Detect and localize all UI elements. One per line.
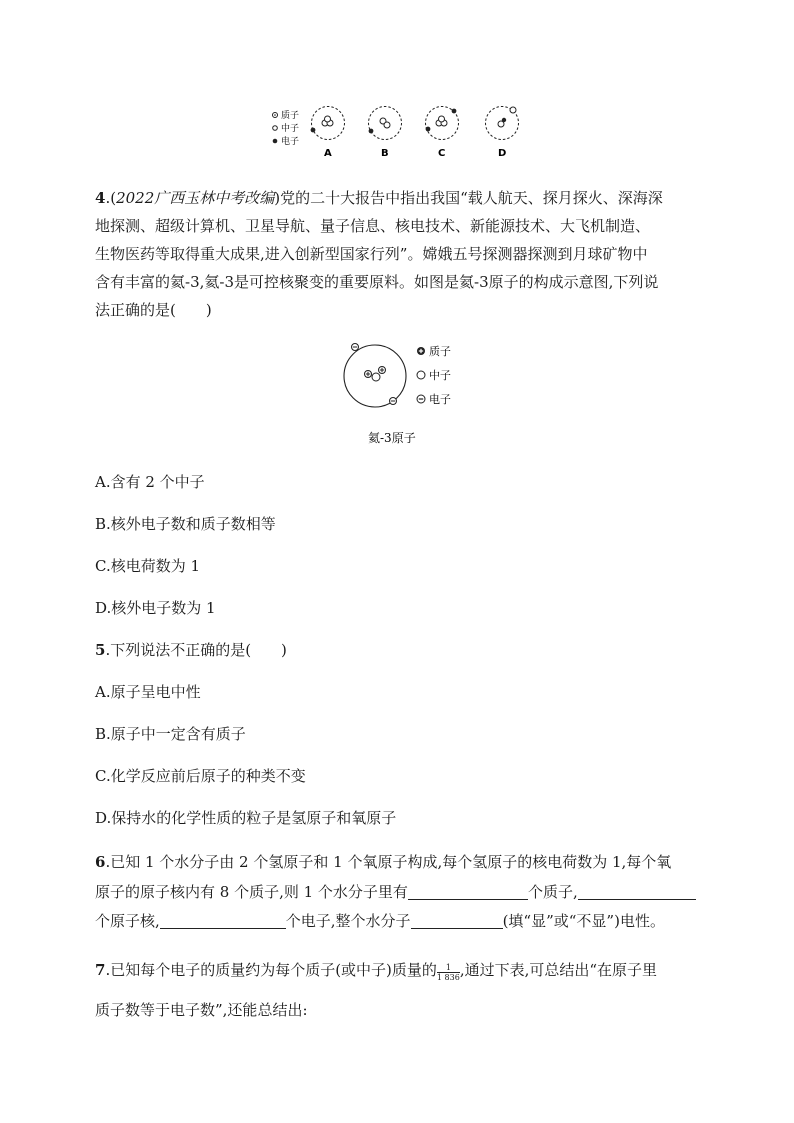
q6-line1 bbox=[95, 852, 671, 872]
q4-line1 bbox=[95, 188, 663, 208]
q5-stem bbox=[95, 640, 287, 660]
q6-line1-text: .已知 1 个水分子由 2 个氢原子和 1 个氧原子构成,每个氢原子的核电荷数为 1,每个氧 bbox=[105, 853, 672, 871]
label-b: B bbox=[381, 148, 389, 159]
nucleus-particle bbox=[384, 122, 390, 128]
q6-blank-nuclei[interactable] bbox=[578, 883, 696, 900]
q4-option-b: B.核外电子数和质子数相等 bbox=[95, 515, 276, 533]
q4-source: 2022广西玉林中考改编 bbox=[116, 189, 275, 207]
q6-line2-a: 原子的原子核内有 8 个质子,则 1 个水分子里有 bbox=[95, 883, 408, 901]
electron-legend-icon bbox=[273, 139, 278, 144]
fraction-numerator: 1 bbox=[437, 963, 460, 973]
he-legend-electron: 电子 bbox=[429, 393, 451, 406]
q7-line1 bbox=[95, 960, 657, 982]
electron bbox=[369, 129, 374, 134]
atom-a bbox=[311, 107, 345, 160]
q7-line2: 质子数等于电子数”,还能总结出: bbox=[95, 1001, 308, 1019]
he-legend-proton: 质子 bbox=[429, 345, 451, 358]
nucleus-particle bbox=[439, 116, 445, 122]
q5-option-d: D.保持水的化学性质的粒子是氢原子和氧原子 bbox=[95, 809, 397, 827]
fraction-denominator: 1 836 bbox=[436, 973, 460, 982]
legend-label-neutron: 中子 bbox=[281, 124, 300, 134]
q6-line2-b: 个质子, bbox=[527, 883, 578, 901]
atom-c bbox=[426, 107, 459, 160]
atom-diagrams-figure bbox=[270, 104, 530, 160]
q6-line3 bbox=[95, 911, 665, 931]
q7-line1-b: ,通过下表,可总结出“在原子里 bbox=[459, 961, 658, 979]
q7-number: 7 bbox=[95, 961, 106, 979]
nucleus-particle bbox=[502, 118, 506, 122]
q5-text: .下列说法不正确的是( ) bbox=[105, 641, 287, 659]
q4-line4: 含有丰富的氦-3,氦-3是可控核聚变的重要原料。如图是氦-3原子的构成示意图,下列说 bbox=[95, 273, 659, 291]
neutron-particle bbox=[372, 373, 380, 381]
q6-blank-charge[interactable] bbox=[411, 912, 503, 929]
electron bbox=[311, 128, 316, 133]
mass-fraction bbox=[437, 963, 460, 982]
atom-b bbox=[369, 107, 402, 160]
q4-option-c: C.核电荷数为 1 bbox=[95, 557, 201, 575]
label-d: D bbox=[498, 148, 507, 159]
q7-line1-a: .已知每个电子的质量约为每个质子(或中子)质量的 bbox=[105, 961, 437, 979]
label-c: C bbox=[438, 148, 446, 159]
q5-option-c: C.化学反应前后原子的种类不变 bbox=[95, 767, 306, 785]
q4-line2: 地探测、超级计算机、卫星导航、量子信息、核电技术、新能源技术、大飞机制造、 bbox=[95, 217, 651, 235]
he-caption: 氦-3原子 bbox=[368, 431, 416, 445]
electron bbox=[510, 107, 516, 113]
legend-label-electron: 电子 bbox=[281, 137, 300, 147]
label-a: A bbox=[324, 148, 332, 159]
top-legend bbox=[273, 109, 300, 147]
q4-option-a: A.含有 2 个中子 bbox=[95, 473, 205, 491]
q5-number: 5 bbox=[95, 641, 106, 659]
electron bbox=[426, 127, 431, 132]
q6-blank-electrons[interactable] bbox=[160, 912, 286, 929]
q6-line2 bbox=[95, 882, 696, 902]
nucleus-particle bbox=[325, 116, 331, 122]
q6-line3-a: 个原子核, bbox=[95, 912, 160, 930]
q6-line3-b: 个电子,整个水分子 bbox=[285, 912, 411, 930]
q5-option-b: B.原子中一定含有质子 bbox=[95, 725, 246, 743]
q4-line5: 法正确的是( ) bbox=[95, 301, 212, 319]
q4-option-d: D.核外电子数为 1 bbox=[95, 599, 216, 617]
q4-number: 4 bbox=[95, 189, 106, 207]
proton-legend-dot bbox=[274, 114, 276, 116]
q5-option-a: A.原子呈电中性 bbox=[95, 683, 201, 701]
neutron-legend-icon bbox=[417, 371, 425, 379]
he-legend-neutron: 中子 bbox=[429, 369, 451, 382]
q4-line1-text: )党的二十大报告中指出我国“载人航天、探月探火、深海深 bbox=[274, 189, 663, 207]
electron bbox=[452, 109, 457, 114]
q6-number: 6 bbox=[95, 853, 106, 871]
legend-label-proton: 质子 bbox=[281, 111, 300, 121]
q4-line3: 生物医药等取得重大成果,进入创新型国家行列”。嫦娥五号探测器探测到月球矿物中 bbox=[95, 245, 648, 263]
q6-line3-c: (填“显”或“不显”)电性。 bbox=[502, 912, 665, 930]
helium3-figure bbox=[334, 338, 464, 448]
neutron-legend-icon bbox=[273, 126, 278, 131]
atom-d bbox=[486, 107, 519, 160]
q6-blank-protons[interactable] bbox=[408, 883, 528, 900]
q4-prefix: .( bbox=[105, 189, 117, 207]
